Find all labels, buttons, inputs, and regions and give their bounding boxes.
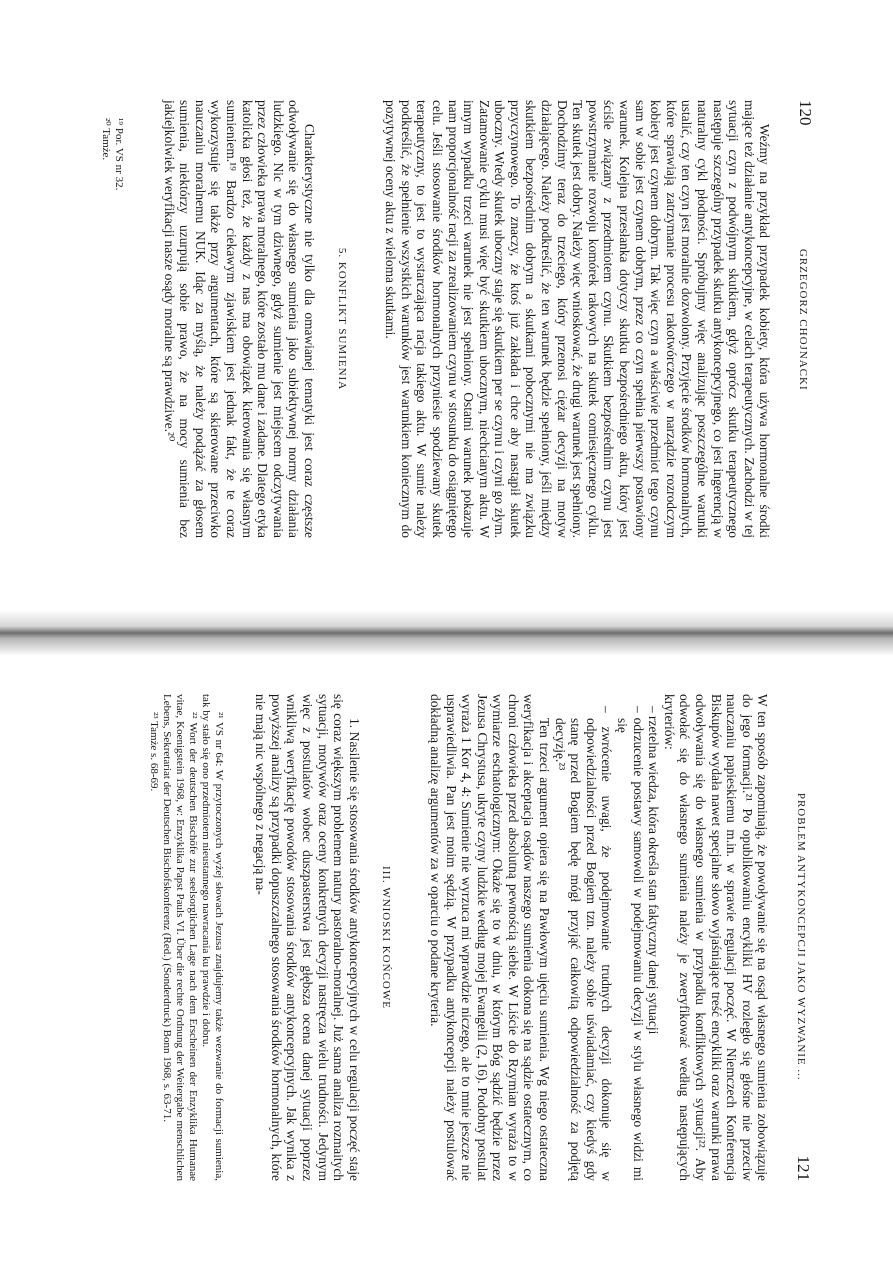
running-head-left (794, 100, 813, 538)
body-paragraph: 1. Nasilenie się stosowania środków antykoncepcyjnych w celu regulacji poczęć staje się coraz większym problemem natury pastoralno-moralnej. Już sama analiza rozmaitych sytuacji, motywów oraz oceny konkretnych decyzji nastręcza wielu trudności. Jedynym więc z postulatów wobec duszpasterstwa jest głębsza ocena danej sytuacji poprzez wnikliwą weryfikację powodów stosowania środków antykoncepcyjnych. Jak wynika z powyższej analizy są przypadki dopuszczalnego stosowania środków hormonalnych, które nie mają nic wspólnego z negacją na- (253, 694, 362, 1181)
section-title: 5. KONFLIKT SUMIENIA (335, 247, 348, 391)
page-number-right: 121 (794, 1155, 813, 1181)
running-head-author: GRZEGORZ CHOJNACKI (797, 248, 809, 391)
running-head-title: PROBLEM ANTYKONCEPCJI JAKO WYZWANIE ... (795, 792, 807, 1081)
footnote: ²² Wort der deutschen Bischöfe zur seelsorglichen Lage nach dem Erscheinen der Enzyklika Humanae vitae, Koenigstein 1968, w: Enzyklika Papst Pauls VI. Über die rechte Ordnung der Weitergabe menschlichen Lebens, Sekretariat der Deutschen Bischofskonferenz (Red.) (Sonderdruck) Bonn 1968, s. 63-71. (160, 694, 199, 1181)
left-page (0, 0, 893, 620)
body-paragraph: Ten trzeci argument opiera się na Pawłowym ujęciu sumienia. Wg niego ostateczna weryfikacja i akceptacja osądów naszego sumienia dokona się na sądzie ostatecznym, co chroni człowieka przed absolutną pewnością siebie. W Liście do Rzymian wyraża to w wymiarze eschatologicznym: Okaże się to w dniu, w którym Bóg sądzić będzie przez Jezusa Chrystusa, ukryte czyny ludzkie według mojej Ewangelii (2, 16). Podobny postulat wyraża 1 Kor 4, 4: Sumienie nie wyrzuca mi wprawdzie niczego, ale to mnie jeszcze nie usprawiedliwia. Pan jest moim sędzią. W przypadku antykoncepcji należy postulować dokładną analizę argumentów za w oparciu o podane kryteria. (427, 694, 553, 1181)
page-number-left: 120 (796, 100, 815, 126)
footnotes-left (99, 100, 125, 538)
footnote: ²³ Tamże s. 68-69. (147, 712, 160, 792)
footnote: ²¹ VS nr 64: W przytoczonych wyżej słowach Jezusa znajdujemy także wezwanie do formacji sumienia, tak by stało się ono przedmiotem nieustannego nawracania ku prawdzie i dobru. (199, 694, 225, 1181)
body-paragraph: Charakterystyczne nie tylko dla omawianej tematyki jest coraz częstsze odwoływanie się do własnego sumienia jako subiektywnej normy działania ludzkiego. Nic w tym dziwnego, gdyż sumienie jest miejscem odczytywania przez człowieka prawa moralnego, które zostało mu dane i zadane. Dlatego etyka katolicka głosi też, że każdy z nas ma obowiązek kierowania się własnym sumieniem.¹⁹ Bardzo ciekawym zjawiskiem jest jednak fakt, że te coraz wykorzystuje się także przy argumentach, które są skierowane przeciwko nauczaniu moralnemu NUK. Idąc za myślą, że należy podążać za głosem sumienia, niektórzy uzurpują sobie prawo, że na mocy sumienia bez jakiejkolwiek weryfikacji nasze osądy moralne są prawdziwe.²⁰ (161, 100, 317, 538)
criterion-item: – odrzucenie postawy samowoli w podejmowaniu decyzji w stylu własnego widzi mi się (615, 706, 646, 1181)
right-page (0, 650, 893, 1263)
footnote: ²⁰ Tamże. (100, 118, 113, 161)
running-head-right (792, 694, 811, 1181)
body-paragraph: W ten sposób zapominają, że powoływanie się na osąd własnego sumienia zobowiązuje do jego formacji.²¹ Po opublikowaniu encykliki HV rozległo się głośne nie przeciw nauczaniu papieskiemu m.in. w sprawie regulacji poczęć. W Niemczech Konferencja Biskupów wydała nawet specjalne słowo wyjaśniające treść encykliki oraz warunki prawa odwoływania się do własnego sumienia w przypadku konfliktowych sytuacji²². Aby odwołać się do własnego sumienia należy je zweryfikować według następujących kryteriów: (661, 694, 771, 1181)
criterion-item: – rzetelna wiedza, która określa stan faktyczny danej sytuacji (646, 706, 662, 1035)
footnote: ¹⁹ Por. VS nr 32. (113, 118, 126, 191)
footnotes-right (147, 694, 225, 1181)
body-paragraph: Weźmy na przykład przypadek kobiety, która używa hormonalne środki mające też działanie antykoncepcyjne, w celach terapeutycznych. Zachodzi w tej sytuacji czyn z podwójnym skutkiem, gdyż oprócz skutku terapeutycznego następuje szczególny przypadek skutku antykoncepcyjnego, co jest ingerencją w naturalny cykl płodności. Spróbujmy więc analizując poszczególne warunki ustalić, czy ten czyn jest moralnie dozwolony. Przyjęcie środków hormonalnych, które sprawiają zatrzymanie procesu rakotwórczego w narządzie rozrodczym kobiety jest czynem dobrym. Tak więc czyn a właściwie przedmiot tego czynu sam w sobie jest czynem dobrym, przez co czyn spełnia pierwszy postawiony warunek. Kolejna przesłanka dotyczy skutku bezpośredniego aktu, który jest ściśle związany z przedmiotem czynu. Skutkiem bezpośrednim czynu jest powstrzymanie rozwoju komórek rakowych na skutek comiesięcznego cyklu. Ten skutek jest dobry. Należy więc wnioskować, że drugi warunek jest spełniony. Dochodzimy teraz do trzeciego, który przenosi ciężar decyzji na motyw działającego. Należy podkreślić, że ten warunek będzie spełniony, jeśli między skutkiem bezpośrednim dobrym a skutkami pobocznymi nie ma związku przyczynowego. To znaczy, że ktoś już zakłada i chce aby nastąpił skutek uboczny. Wtedy skutek uboczny staje się skutkiem per se czynu i czyni go złym. Zatamowanie cyklu musi więc być skutkiem ubocznym, niechcianym aktu. W innym wypadku trzeci warunek nie jest spełniony. Ostatni warunek pokazuje nam proporcjonalność racji za zrealizowaniem czynu w stosunku do osiągniętego celu. Jeśli stosowanie środków hormonalnych przyniesie spodziewany skutek terapeutyczny, to jest to wystarczająca racja takiego aktu. W sumie należy podkreślić, że spełnienie wszystkich warunków jest warunkiem koniecznym do pozytywnej oceny aktu z wieloma skutkami. (383, 100, 773, 538)
section-title: III. WNIOSKI KOŃCOWE (380, 866, 393, 1009)
criterion-item: – zwrócenie uwagi, że podejmowanie trudnych decyzji dokonuje się w odpowiedzialności przed Bogiem tzn. należy sobie uświadamiać, czy kiedyś gdy stanę przed Bogiem będę mógł przyjąć całkowitą odpowiedzialność za podjętą decyzję.²³ (552, 706, 615, 1181)
